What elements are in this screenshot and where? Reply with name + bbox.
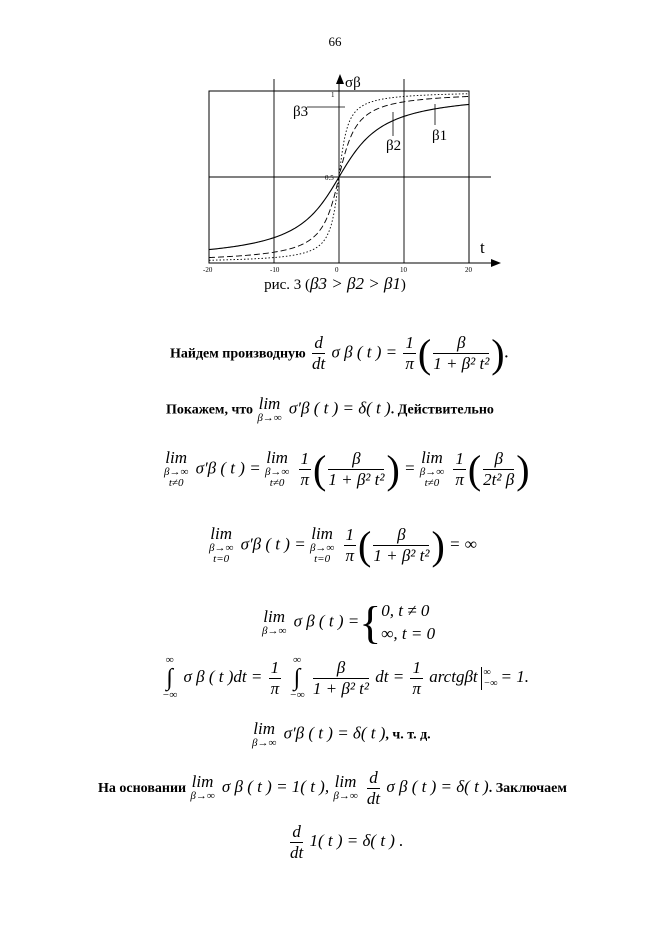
on-basis-text: На основании [98,780,187,796]
delta: = δ( t ) [342,398,391,418]
qed-text: , ч. т. д. [385,727,431,743]
sigmoid-figure [195,70,505,275]
integral-sign: ∞ ∫ −∞ [162,654,178,701]
label-beta1: β1 [432,128,448,144]
x-tick-label: -20 [203,266,213,274]
label-beta2: β2 [386,138,402,154]
eq-derivative: Найдем производную $\frac{d}{dt}$ σ β ( t ) = $\frac{1}{\pi}$ ( $\frac{\beta}{\text{1 + β² t²}}$ ). [170,331,509,376]
limit-op: lim β→∞ t≠0 [419,448,445,490]
x-tick-label: 20 [465,266,472,274]
one-over-pi: $\frac{1}{\pi}$ [405,333,414,373]
eq-integral: ∞ ∫ −∞ σ β ( t )dt = $\frac{1}{\pi}$ ∞ ∫ −∞ $\frac{\beta}{\text{1 + β² t²}}$ dt = $\frac{1}{\pi}$ arctgβt ∞ −∞ = 1. [162,654,530,701]
find-derivative-text: Найдем производную [170,346,306,362]
caption-formula: β3 > β2 > β1 [310,274,401,293]
eq-cases: lim β→∞ σ β ( t ) ={ 0, t ≠ 0 ∞, t = 0 [262,597,436,648]
limit-op: lim β→∞ [190,772,215,803]
limit-op: lim β→∞ [252,719,277,749]
limit-op: lim β→∞ t=0 [309,524,335,566]
limit-op: lim β→∞ t=0 [209,524,234,566]
conclude-text: . Заключаем [488,780,567,796]
evaluation-bar: ∞ −∞ [481,667,498,690]
beta-over-den: $\frac{\beta}{\text{1 + β² t²}}$ [433,333,490,373]
indeed-text: . Действительно [390,402,494,418]
limit-op: lim β→∞ t≠0 [164,448,189,490]
y-axis-arrow [336,74,344,84]
eq-qed: lim β→∞ σ′β ( t ) = δ( t ), ч. т. д. [252,719,431,749]
x-axis-label: t [480,238,485,257]
eq-limit-t-eq-0: lim β→∞ t=0 σ′β ( t ) = lim β→∞ t=0 $\frac{1}{\pi}$ ( $\frac{\beta}{\text{1 + β² t²}}$ ) = ∞ [209,523,477,568]
figure-grid [209,78,493,263]
x-tick-label: 0 [335,266,339,274]
limit-op: lim β→∞ t≠0 [264,448,290,490]
integral-sign: ∞ ∫ −∞ [289,654,305,701]
sigma-beta: σ β ( t ) = [331,342,398,362]
x-tick-label: 10 [400,266,407,274]
x-tick-label: -10 [270,266,280,274]
x-axis-arrow [491,259,501,267]
figure-caption [0,274,670,294]
y-axis-label: σβ [345,75,361,91]
limit-op: lim β→∞ [257,394,282,424]
sigma-prime: σ′β ( t ) [240,534,290,554]
sigma-prime: σ′β ( t ) [288,398,339,418]
caption-suffix: ) [400,277,406,293]
eq-show-that [166,395,494,424]
caption-prefix: рис. 3 ( [264,277,311,293]
show-that-text: Покажем, что [166,402,254,418]
y-tick-0.5: 0.5 [325,174,334,182]
eq-on-basis: На основании lim β→∞ σ β ( t ) = 1( t ), lim β→∞ $\frac{d}{dt}$ σ β ( t ) = δ( t ). Заключаем [98,768,567,808]
eq-final: $\frac{d}{dt}$ 1( t ) = δ( t ) . [290,822,404,862]
x-tick-labels [203,266,473,274]
limit-op: lim β→∞ [262,606,287,637]
page-number: 66 [328,34,342,49]
label-beta3: β3 [293,104,309,120]
sigma-prime: σ′β ( t ) [195,458,245,478]
y-tick-1: 1 [331,91,335,99]
eq-limit-t-neq-0: lim β→∞ t≠0 σ′β ( t ) = lim β→∞ t≠0 $\frac{1}{\pi}$ ( $\frac{\beta}{\text{1 + β² t²}}$ ) = lim β→∞ t≠0 $\frac{1}{\pi}$ ( $\frac{\beta}{\text{2t² β}}$ ) [164,447,530,492]
limit-op: lim β→∞ [333,772,358,803]
cases-block: 0, t ≠ 0 ∞, t = 0 [381,600,436,643]
d-dt-fraction: $\frac{d}{dt}$ [312,333,326,373]
